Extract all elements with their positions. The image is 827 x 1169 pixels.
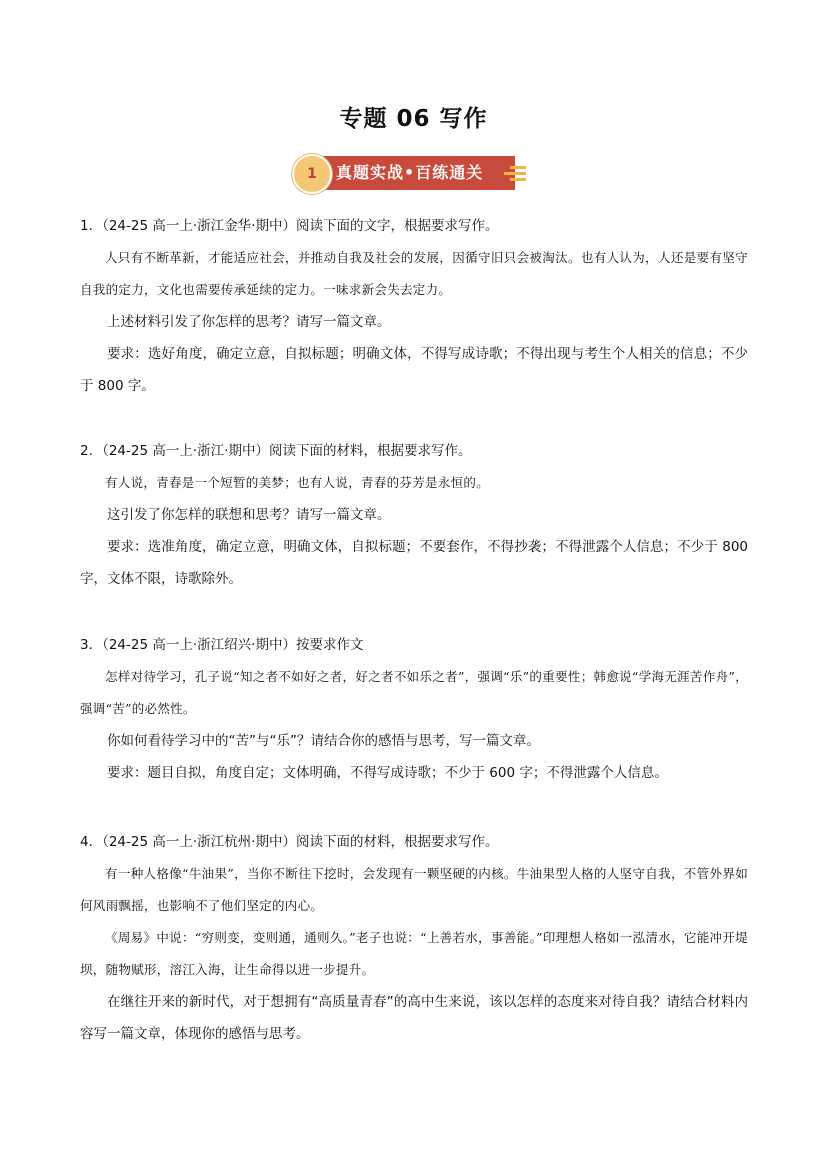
question-requirement: 要求：选准角度，确定立意，明确文体，自拟标题；不要套作，不得抄袭；不得泄露个人信息；不少于 800 字，文体不限，诗歌除外。 <box>80 539 748 587</box>
question-1 <box>80 210 748 402</box>
question-2 <box>80 435 748 595</box>
question-prompt: 你如何看待学习中的“苦”与“乐”？请结合你的感悟与思考，写一篇文章。 <box>107 733 540 749</box>
question-prompt: 这引发了你怎样的联想和思考？请写一篇文章。 <box>107 507 391 523</box>
question-stem: 1．（24-25 高一上·浙江金华·期中）阅读下面的文字，根据要求写作。 <box>80 218 499 234</box>
question-requirement: 要求：题目自拟，角度自定；文体明确，不得写成诗歌；不少于 600 字；不得泄露个人信息。 <box>107 765 668 781</box>
question-prompt: 上述材料引发了你怎样的思考？请写一篇文章。 <box>107 314 391 330</box>
question-material: 怎样对待学习，孔子说“知之者不如好之者，好之者不如乐之者”，强调“乐”的重要性；韩愈说“学海无涯苦作舟”，强调“苦”的必然性。 <box>80 669 748 716</box>
question-material: 有一种人格像“牛油果”，当你不断往下挖时，会发现有一颗坚硬的内核。牛油果型人格的人坚守自我，不管外界如何风雨飘摇，也影响不了他们坚定的内心。 <box>80 866 748 913</box>
question-stem: 2．（24-25 高一上·浙江·期中）阅读下面的材料，根据要求写作。 <box>80 443 472 459</box>
section-banner <box>292 153 534 193</box>
question-prompt: 在继往开来的新时代，对于想拥有“高质量青春”的高中生来说，该以怎样的态度来对待自我？请结合材料内容写一篇文章，体现你的感悟与思考。 <box>80 994 748 1042</box>
question-stem: 4．（24-25 高一上·浙江杭州·期中）阅读下面的材料，根据要求写作。 <box>80 834 499 850</box>
banner-label: 真题实战•百练通关 <box>336 163 484 182</box>
question-material: 《周易》中说：“穷则变，变则通，通则久。”老子也说：“上善若水，事善能。”印理想人格如一泓清水，它能冲开堤坝，随物赋形，溶江入海，让生命得以进一步提升。 <box>80 930 748 977</box>
page-title: 专题 06 写作 <box>339 106 488 132</box>
question-requirement: 要求：选好角度，确定立意，自拟标题；明确文体，不得写成诗歌；不得出现与考生个人相关的信息；不少于 800 字。 <box>80 346 748 394</box>
question-4 <box>80 826 748 1050</box>
banner-number-badge: 1 <box>292 154 332 194</box>
question-stem: 3．（24-25 高一上·浙江绍兴·期中）按要求作文 <box>80 637 364 653</box>
question-material: 有人说，青春是一个短暂的美梦；也有人说，青春的芬芳是永恒的。 <box>105 475 490 490</box>
banner-stripes-icon <box>504 166 526 186</box>
question-material: 人只有不断革新，才能适应社会，并推动自我及社会的发展，因循守旧只会被淘汰。也有人认为，人还是要有坚守自我的定力，文化也需要传承延续的定力。一味求新会失去定力。 <box>80 250 748 297</box>
question-3 <box>80 629 748 789</box>
